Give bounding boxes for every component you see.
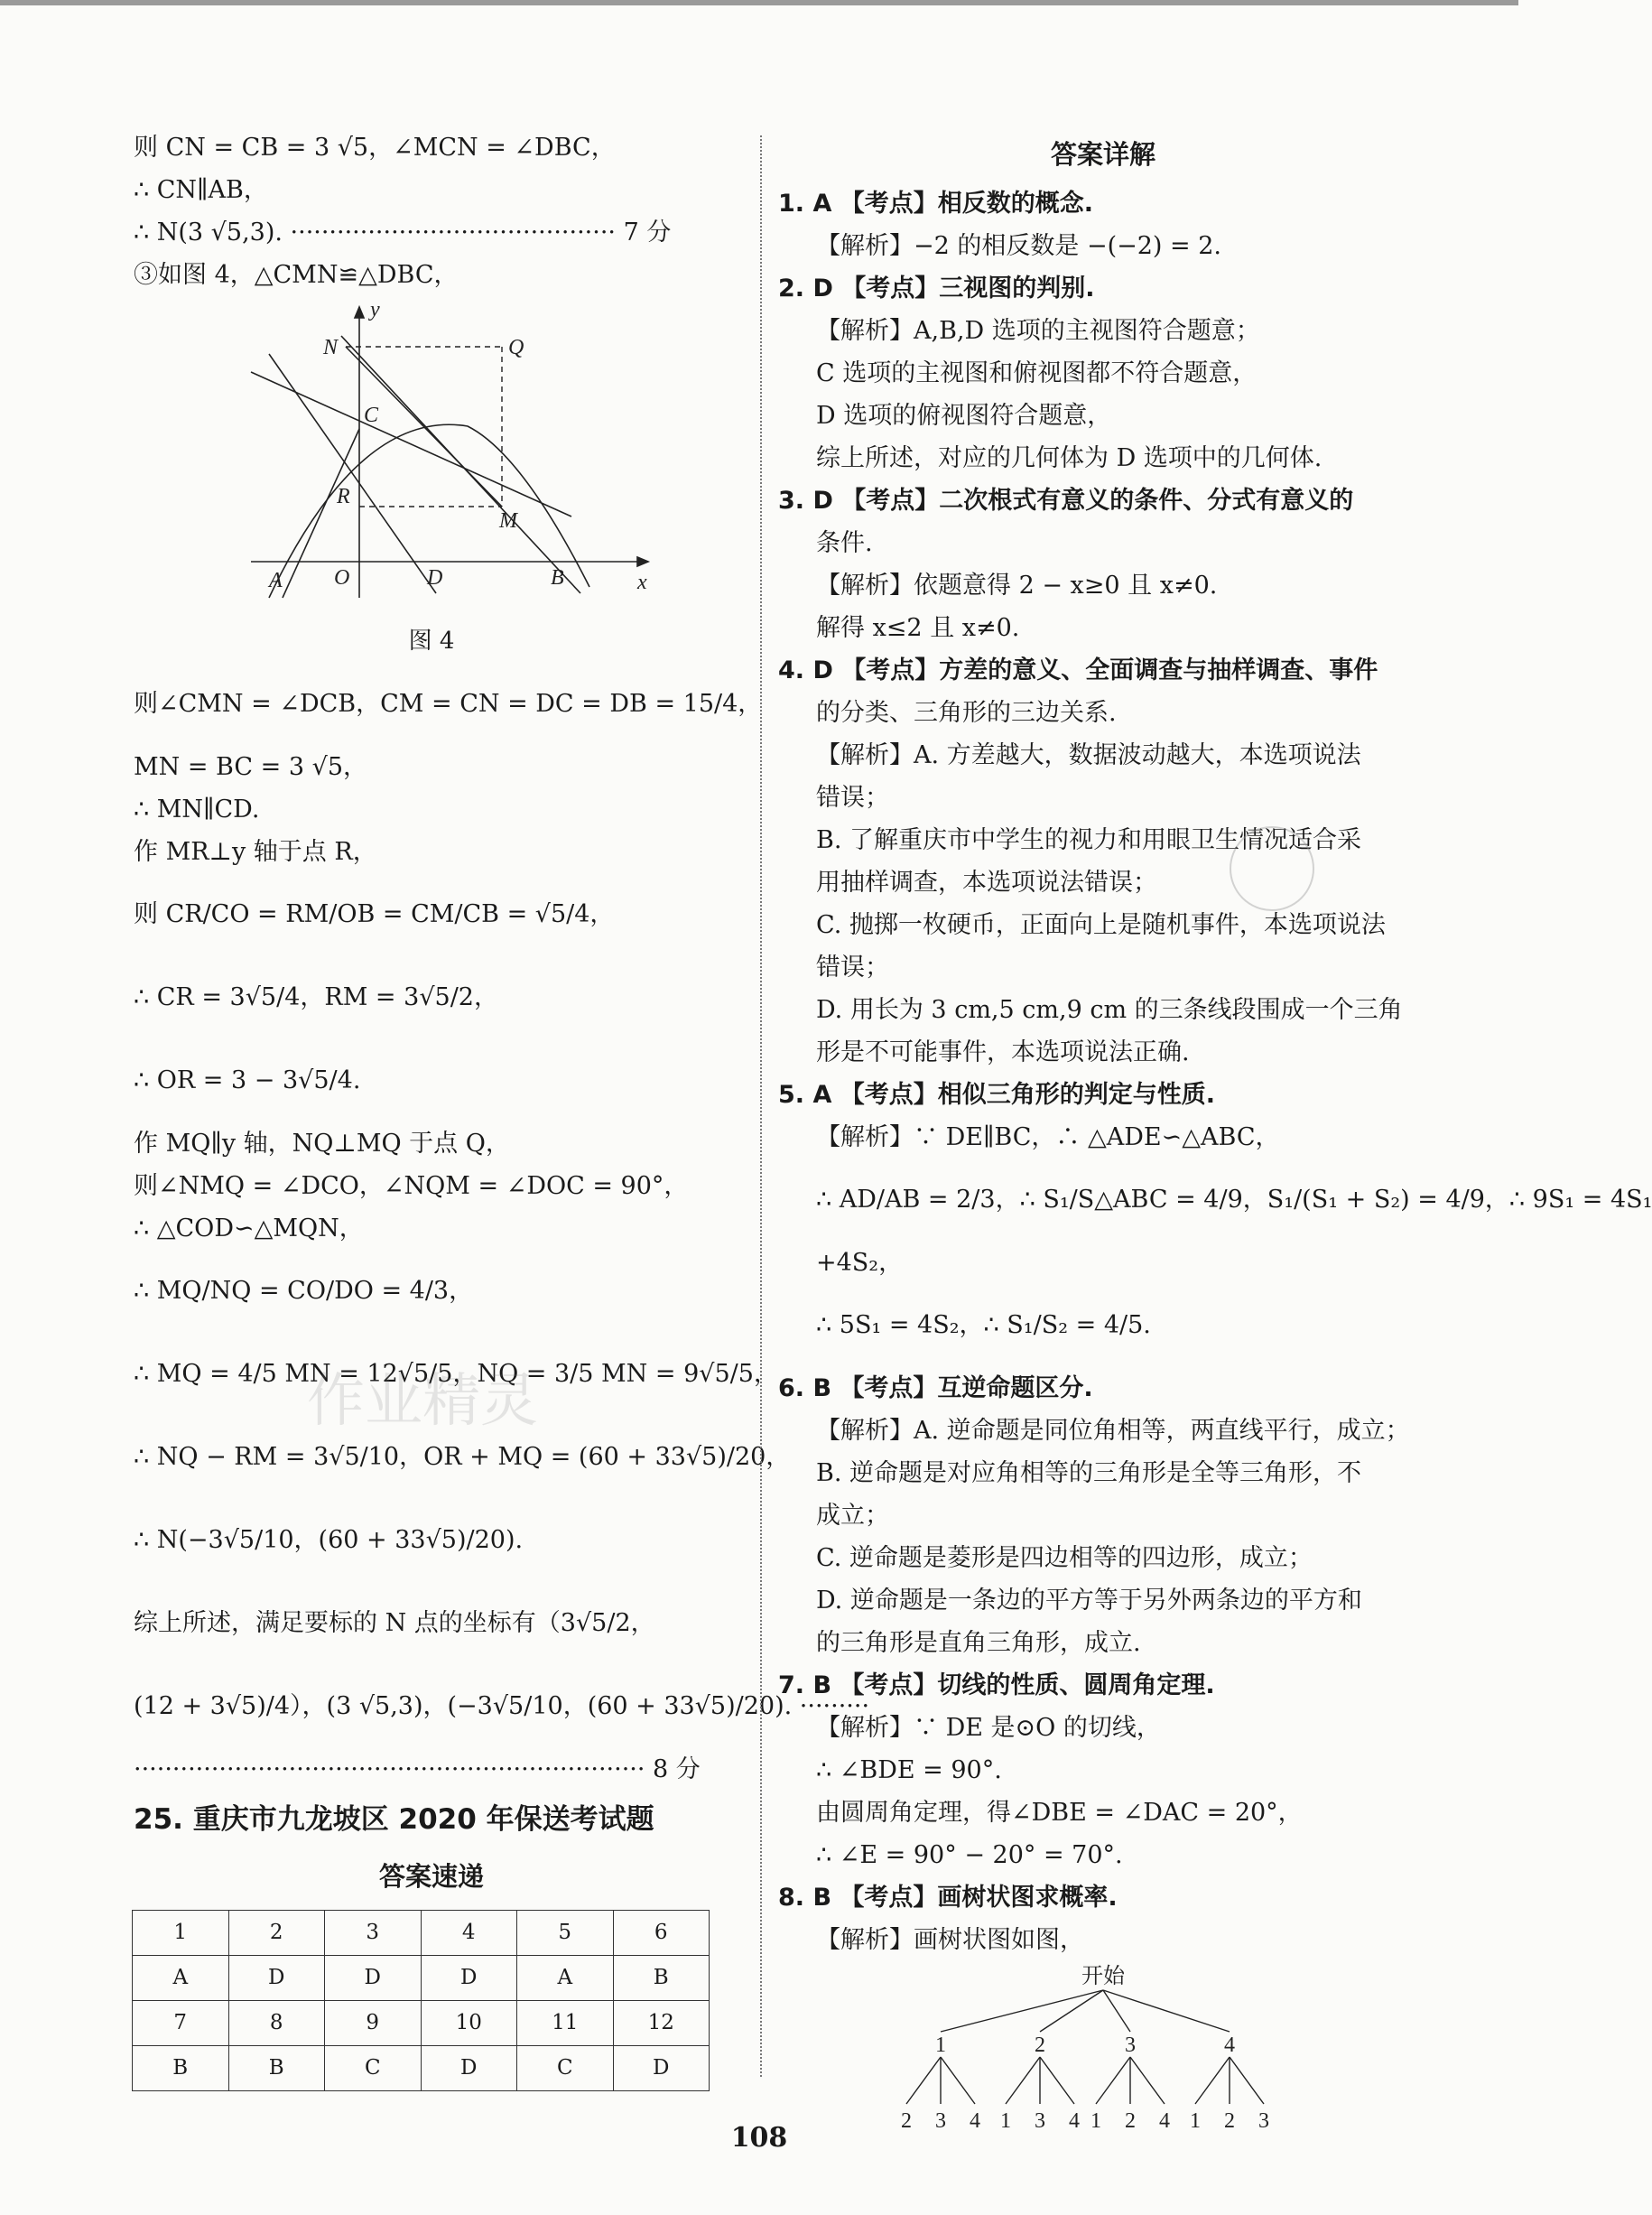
text-line: ∴ 5S₁ = 4S₂，∴ S₁/S₂ = 4/5. [816, 1311, 1151, 1339]
text-line: 【解析】画树状图如图， [816, 1926, 1084, 1954]
tree-node: 3 [1125, 2034, 1136, 2057]
text-line: ∴ ∠BDE = 90°. [816, 1756, 1002, 1784]
text-line: ∴ N(−3√5/10，(60 + 33√5)/20). [134, 1526, 524, 1554]
page-number: 108 [730, 2122, 788, 2154]
table-cell: D [325, 1956, 422, 2001]
text-line: D. 逆命题是一条边的平方等于另外两条边的平方和 [816, 1587, 1362, 1615]
table-cell: A [517, 1956, 614, 2001]
table-cell: 9 [325, 2001, 422, 2046]
table-cell: C [325, 2046, 422, 2091]
text-line: 【解析】∵ DE∥BC，∴ △ADE∽△ABC， [816, 1123, 1280, 1151]
text-line: 错误； [816, 954, 889, 982]
question-header: 3. D 【考点】二次根式有意义的条件、分式有意义的 [778, 487, 1354, 515]
label-c: C [364, 404, 379, 427]
table-row [133, 2001, 710, 2046]
tree-node: 2 [1035, 2034, 1045, 2057]
label-a: A [269, 569, 283, 592]
label-b: B [551, 566, 564, 590]
text-line: 条件. [816, 529, 873, 557]
table-cell: D [421, 2046, 517, 2091]
table-cell: 4 [421, 1911, 517, 1956]
label-r: R [337, 485, 350, 508]
tree-leaf: 2 [1224, 2109, 1235, 2133]
tree-leaf: 1 [1091, 2109, 1101, 2133]
text-line: 综上所述，满足要标的 N 点的坐标有（3√5/2， [134, 1609, 655, 1637]
text-line: 成立； [816, 1502, 889, 1530]
answer-table [132, 1910, 710, 2091]
table-cell: C [517, 2046, 614, 2091]
text-line: ∴ ∠E = 90° − 20° = 70°. [816, 1841, 1123, 1869]
table-cell: 1 [133, 1911, 229, 1956]
table-cell: 7 [133, 2001, 229, 2046]
text-line: 错误； [816, 784, 889, 812]
question-header: 8. B 【考点】画树状图求概率. [778, 1884, 1118, 1912]
table-row [133, 1911, 710, 1956]
tree-leaf: 3 [1035, 2109, 1045, 2133]
tree-leaf: 2 [1125, 2109, 1136, 2133]
tree-node: 4 [1224, 2034, 1235, 2057]
text-line: 【解析】A. 方差越大，数据波动越大，本选项说法 [816, 741, 1361, 769]
label-o: O [334, 566, 350, 590]
table-cell: 3 [325, 1911, 422, 1956]
text-line: 作 MR⊥y 轴于点 R， [134, 838, 377, 866]
column-divider [760, 135, 762, 2077]
text-line: 【解析】A,B,D 选项的主视图符合题意； [816, 317, 1260, 345]
text-line: 【解析】A. 逆命题是同位角相等，两直线平行，成立； [816, 1417, 1410, 1445]
table-cell: B [133, 2046, 229, 2091]
label-n: N [323, 336, 339, 359]
text-line: C. 抛掷一枚硬币，正面向上是随机事件，本选项说法 [816, 911, 1386, 939]
text-line: ∴ NQ − RM = 3√5/10，OR + MQ = (60 + 33√5)/20， [134, 1443, 791, 1471]
table-cell: 11 [517, 2001, 614, 2046]
text-line: 的分类、三角形的三边关系. [816, 699, 1117, 727]
watermark: 作业精灵 [307, 1368, 538, 1435]
question-header: 1. A 【考点】相反数的概念. [778, 190, 1093, 218]
tree-leaf: 4 [970, 2109, 980, 2133]
text-line: ∴ MQ/NQ = CO/DO = 4/3， [134, 1277, 474, 1305]
text-line: C. 逆命题是菱形是四边相等的四边形，成立； [816, 1544, 1313, 1572]
text-line: ∴ MQ = 4/5 MN = 12√5/5，NQ = 3/5 MN = 9√5/5， [134, 1360, 778, 1388]
tree-leaf: 2 [901, 2109, 912, 2133]
table-cell: 6 [613, 1911, 710, 1956]
text-line: (12 + 3√5)/4），(3 √5,3)，(−3√5/10，(60 + 33√5)/20). ········· [134, 1692, 870, 1720]
question-header: 2. D 【考点】三视图的判别. [778, 275, 1095, 302]
text-line: 【解析】依题意得 2 − x≥0 且 x≠0. [816, 572, 1218, 600]
text-line: ∴ MN∥CD. [134, 796, 260, 824]
table-cell: 5 [517, 1911, 614, 1956]
text-line: 则 CN = CB = 3 √5，∠MCN = ∠DBC， [134, 134, 616, 162]
text-line: MN = BC = 3 √5， [134, 753, 367, 781]
text-line: 由圆周角定理，得∠DBE = ∠DAC = 20°， [816, 1799, 1303, 1827]
label-m: M [499, 509, 517, 533]
text-line: 则∠NMQ = ∠DCO，∠NQM = ∠DOC = 90°， [134, 1172, 689, 1200]
table-cell: A [133, 1956, 229, 2001]
tree-node: 1 [935, 2034, 946, 2057]
tree-diagram [850, 1961, 1356, 2142]
text-line: 综上所述，对应的几何体为 D 选项中的几何体. [816, 444, 1323, 472]
y-arrow [355, 307, 364, 318]
text-line: 【解析】∵ DE 是⊙O 的切线， [816, 1714, 1161, 1742]
tree-leaf: 1 [1190, 2109, 1201, 2133]
text-line: 的三角形是直角三角形，成立. [816, 1629, 1141, 1657]
line-cm [251, 372, 571, 517]
figure-caption: 图 4 [408, 628, 455, 655]
right-column [778, 126, 1652, 2155]
question-header: 7. B 【考点】切线的性质、圆周角定理. [778, 1671, 1215, 1699]
question-header: 5. A 【考点】相似三角形的判定与性质. [778, 1081, 1215, 1109]
table-row [133, 1956, 710, 2001]
text-line: ∴ CN∥AB， [134, 176, 268, 204]
label-d: D [427, 566, 443, 590]
text-line: 作 MQ∥y 轴，NQ⊥MQ 于点 Q， [134, 1130, 510, 1158]
figure-4-diagram [233, 300, 666, 607]
table-cell: B [228, 2046, 325, 2091]
table-cell: D [421, 1956, 517, 2001]
table-cell: D [228, 1956, 325, 2001]
tree-root: 开始 [1081, 1965, 1125, 1988]
table-row [133, 2046, 710, 2091]
text-line: ∴ △COD∽△MQN， [134, 1215, 364, 1242]
table-cell: D [613, 2046, 710, 2091]
top-border [0, 0, 1518, 5]
text-line: +4S₂， [816, 1249, 904, 1277]
text-line: B. 逆命题是对应角相等的三角形是全等三角形，不 [816, 1459, 1362, 1487]
label-y: y [370, 298, 380, 321]
table-cell: B [613, 1956, 710, 2001]
tree-leaf: 3 [935, 2109, 946, 2133]
question-header: 4. D 【考点】方差的意义、全面调查与抽样调查、事件 [778, 656, 1378, 684]
line-cd [269, 354, 436, 593]
text-line: ∴ CR = 3√5/4，RM = 3√5/2， [134, 983, 498, 1011]
text-line: D. 用长为 3 cm,5 cm,9 cm 的三条线段围成一个三角 [816, 996, 1403, 1024]
text-line: 解得 x≤2 且 x≠0. [816, 614, 1020, 642]
text-line: ·································································· 8 分 [134, 1755, 701, 1783]
text-line: B. 了解重庆市中学生的视力和用眼卫生情况适合采 [816, 826, 1362, 854]
tree-leaf: 3 [1258, 2109, 1269, 2133]
section-title: 25. 重庆市九龙坡区 2020 年保送考试题 [134, 1803, 654, 1836]
text-line: 则 CR/CO = RM/OB = CM/CB = √5/4， [134, 900, 615, 928]
table-cell: 12 [613, 2001, 710, 2046]
text-line: ③如图 4，△CMN≌△DBC， [134, 261, 459, 289]
watermark-stamp [1230, 826, 1314, 911]
text-line: 形是不可能事件，本选项说法正确. [816, 1038, 1190, 1066]
tree-leaf: 4 [1069, 2109, 1080, 2133]
label-x: x [637, 571, 647, 594]
text-line: D 选项的俯视图符合题意， [816, 402, 1112, 430]
text-line: 用抽样调查，本选项说法错误； [816, 869, 1157, 897]
text-line: C 选项的主视图和俯视图都不符合题意， [816, 359, 1258, 387]
text-line: ∴ N(3 √5,3). ·········································· 7 分 [134, 219, 672, 247]
text-line: ∴ OR = 3 − 3√5/4. [134, 1066, 361, 1094]
text-line: ∴ AD/AB = 2/3，∴ S₁/S△ABC = 4/9，S₁/(S₁ + S₂) = 4/9，∴ 9S₁ = 4S₁ [816, 1186, 1652, 1214]
table-cell: 2 [228, 1911, 325, 1956]
table-cell: 8 [228, 2001, 325, 2046]
table-cell: 10 [421, 2001, 517, 2046]
answer-detail-title: 答案详解 [1050, 139, 1155, 170]
tree-leaf: 4 [1159, 2109, 1170, 2133]
text-line: 【解析】−2 的相反数是 −(−2) = 2. [816, 232, 1222, 260]
answer-quick-title: 答案速递 [378, 1861, 484, 1892]
tree-leaf: 1 [1000, 2109, 1011, 2133]
question-header: 6. B 【考点】互逆命题区分. [778, 1374, 1093, 1402]
text-line: 则∠CMN = ∠DCB，CM = CN = DC = DB = 15/4， [134, 690, 763, 718]
x-arrow [637, 557, 648, 566]
label-q: Q [508, 336, 524, 359]
